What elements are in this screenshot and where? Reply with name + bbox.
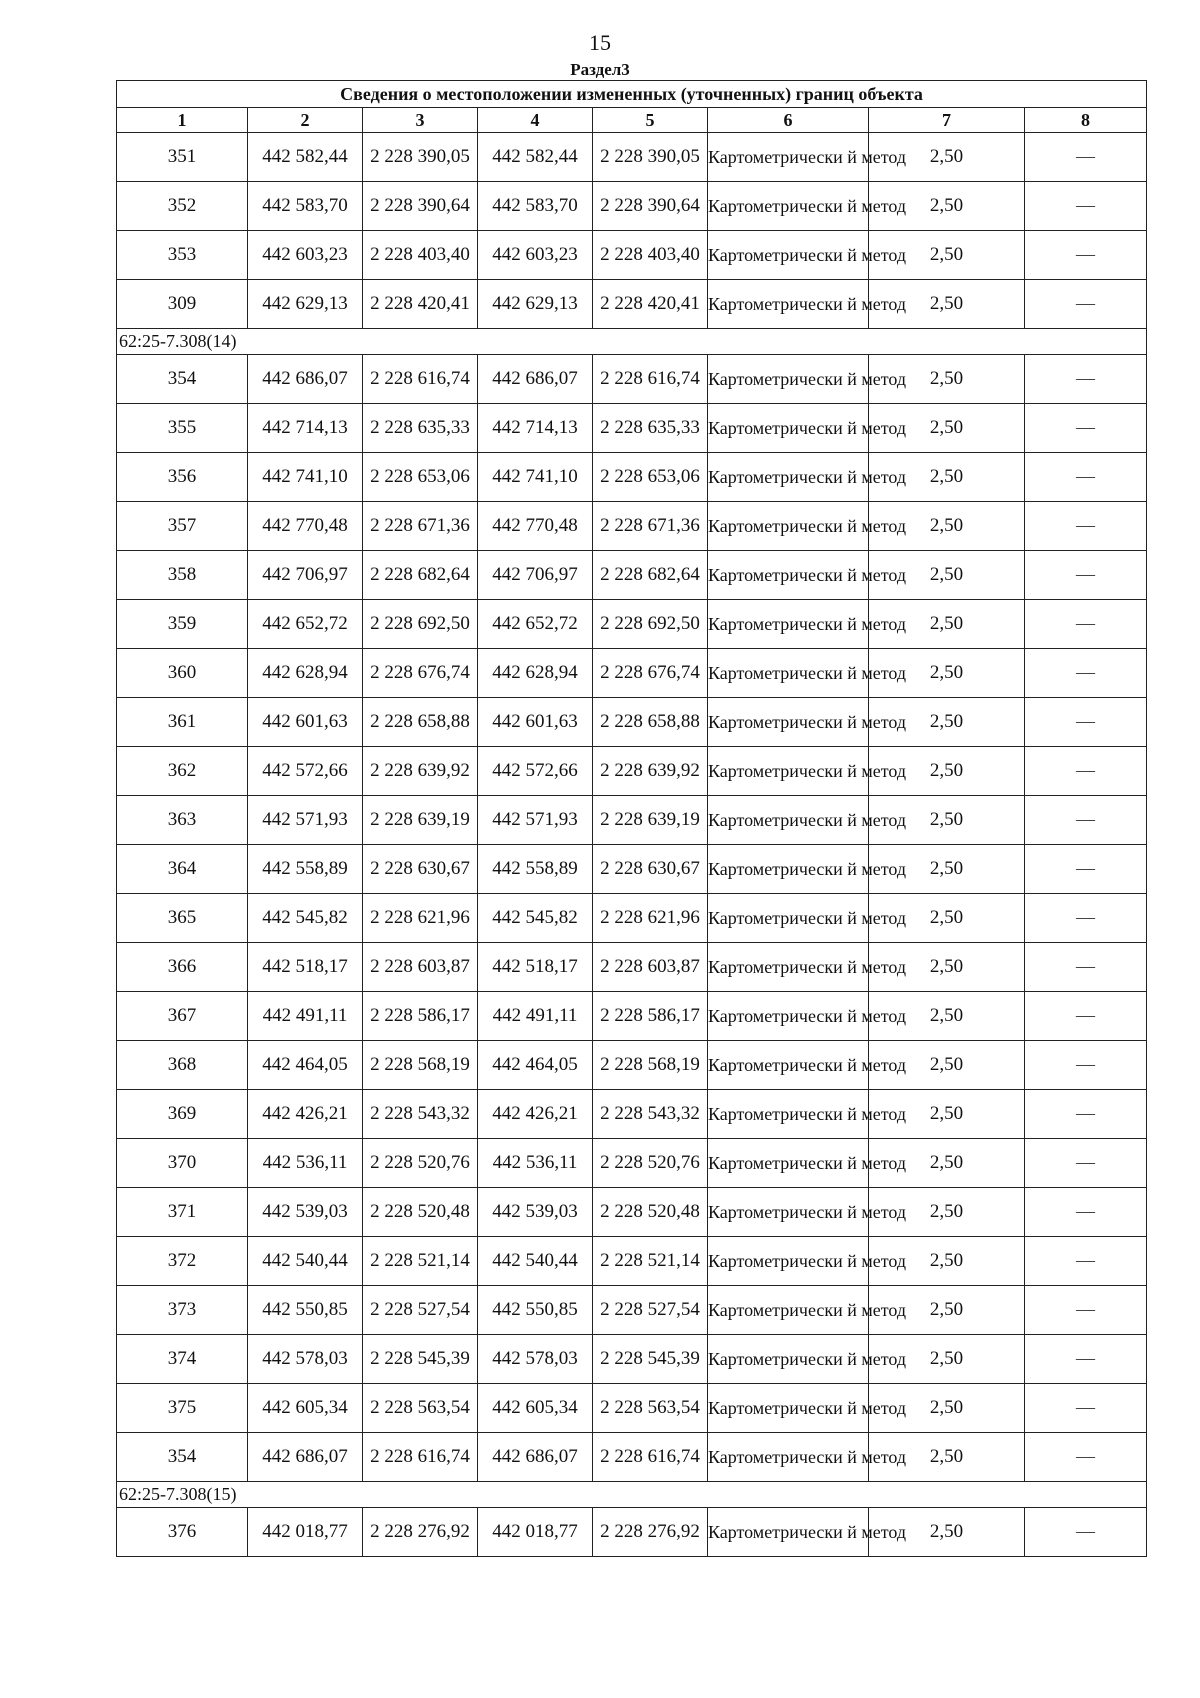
cell-y-new: 2 228 545,39	[593, 1335, 708, 1384]
cell-description: —	[1025, 1041, 1147, 1090]
table-row	[117, 502, 1147, 551]
cell-method: Картометрически й метод	[708, 355, 869, 404]
table-row	[117, 992, 1147, 1041]
cell-x-new: 442 706,97	[478, 551, 593, 600]
cell-y-existing: 2 228 545,39	[363, 1335, 478, 1384]
cell-method: Картометрически й метод	[708, 1286, 869, 1335]
column-header: 1	[117, 108, 248, 133]
cell-point-number: 364	[117, 845, 248, 894]
cell-y-existing: 2 228 653,06	[363, 453, 478, 502]
cell-description: —	[1025, 698, 1147, 747]
contour-group-label: 62:25-7.308(15)	[117, 1482, 1147, 1508]
cell-x-existing: 442 536,11	[248, 1139, 363, 1188]
cell-x-existing: 442 686,07	[248, 1433, 363, 1482]
cell-method: Картометрически й метод	[708, 600, 869, 649]
cell-point-number: 361	[117, 698, 248, 747]
cell-y-existing: 2 228 630,67	[363, 845, 478, 894]
cell-y-existing: 2 228 639,19	[363, 796, 478, 845]
cell-accuracy: 2,50	[869, 747, 1025, 796]
cell-y-existing: 2 228 568,19	[363, 1041, 478, 1090]
cell-point-number: 355	[117, 404, 248, 453]
cell-y-new: 2 228 276,92	[593, 1508, 708, 1557]
cell-x-new: 442 558,89	[478, 845, 593, 894]
cell-point-number: 365	[117, 894, 248, 943]
cell-y-new: 2 228 527,54	[593, 1286, 708, 1335]
cell-method: Картометрически й метод	[708, 1188, 869, 1237]
contour-group-row	[117, 329, 1147, 355]
cell-description: —	[1025, 1335, 1147, 1384]
cell-x-existing: 442 714,13	[248, 404, 363, 453]
cell-description: —	[1025, 1286, 1147, 1335]
cell-method: Картометрически й метод	[708, 845, 869, 894]
cell-y-new: 2 228 390,64	[593, 182, 708, 231]
table-row	[117, 355, 1147, 404]
table-row	[117, 747, 1147, 796]
cell-y-new: 2 228 543,32	[593, 1090, 708, 1139]
cell-accuracy: 2,50	[869, 231, 1025, 280]
table-row	[117, 182, 1147, 231]
cell-accuracy: 2,50	[869, 1286, 1025, 1335]
cell-point-number: 362	[117, 747, 248, 796]
cell-accuracy: 2,50	[869, 182, 1025, 231]
table-row	[117, 894, 1147, 943]
cell-y-existing: 2 228 520,48	[363, 1188, 478, 1237]
cell-description: —	[1025, 845, 1147, 894]
cell-description: —	[1025, 355, 1147, 404]
cell-x-existing: 442 545,82	[248, 894, 363, 943]
table-row	[117, 1139, 1147, 1188]
cell-method: Картометрически й метод	[708, 1508, 869, 1557]
table-row	[117, 600, 1147, 649]
cell-x-new: 442 578,03	[478, 1335, 593, 1384]
cell-y-new: 2 228 520,48	[593, 1188, 708, 1237]
cell-x-existing: 442 571,93	[248, 796, 363, 845]
cell-accuracy: 2,50	[869, 943, 1025, 992]
cell-y-existing: 2 228 520,76	[363, 1139, 478, 1188]
cell-y-new: 2 228 568,19	[593, 1041, 708, 1090]
cell-x-new: 442 603,23	[478, 231, 593, 280]
table-row	[117, 1433, 1147, 1482]
cell-point-number: 309	[117, 280, 248, 329]
cell-description: —	[1025, 747, 1147, 796]
cell-description: —	[1025, 1139, 1147, 1188]
cell-y-existing: 2 228 676,74	[363, 649, 478, 698]
cell-x-existing: 442 629,13	[248, 280, 363, 329]
table-row	[117, 1286, 1147, 1335]
cell-method: Картометрически й метод	[708, 1237, 869, 1286]
cell-x-new: 442 426,21	[478, 1090, 593, 1139]
cell-x-new: 442 550,85	[478, 1286, 593, 1335]
cell-accuracy: 2,50	[869, 600, 1025, 649]
table-row	[117, 404, 1147, 453]
cell-x-existing: 442 628,94	[248, 649, 363, 698]
cell-description: —	[1025, 133, 1147, 182]
cell-y-existing: 2 228 563,54	[363, 1384, 478, 1433]
cell-method: Картометрически й метод	[708, 453, 869, 502]
cell-method: Картометрически й метод	[708, 404, 869, 453]
cell-description: —	[1025, 1090, 1147, 1139]
table-row	[117, 133, 1147, 182]
cell-x-existing: 442 741,10	[248, 453, 363, 502]
cell-description: —	[1025, 1237, 1147, 1286]
cell-method: Картометрически й метод	[708, 698, 869, 747]
cell-accuracy: 2,50	[869, 551, 1025, 600]
cell-method: Картометрически й метод	[708, 796, 869, 845]
cell-x-existing: 442 464,05	[248, 1041, 363, 1090]
table-row	[117, 231, 1147, 280]
cell-accuracy: 2,50	[869, 502, 1025, 551]
cell-y-new: 2 228 420,41	[593, 280, 708, 329]
table-row	[117, 551, 1147, 600]
cell-y-existing: 2 228 692,50	[363, 600, 478, 649]
cell-x-existing: 442 572,66	[248, 747, 363, 796]
cell-y-new: 2 228 586,17	[593, 992, 708, 1041]
cell-x-new: 442 601,63	[478, 698, 593, 747]
column-header: 5	[593, 108, 708, 133]
cell-x-existing: 442 018,77	[248, 1508, 363, 1557]
cell-description: —	[1025, 404, 1147, 453]
cell-x-new: 442 582,44	[478, 133, 593, 182]
cell-method: Картометрически й метод	[708, 747, 869, 796]
cell-point-number: 368	[117, 1041, 248, 1090]
cell-x-new: 442 583,70	[478, 182, 593, 231]
table-row	[117, 649, 1147, 698]
cell-point-number: 359	[117, 600, 248, 649]
cell-description: —	[1025, 1433, 1147, 1482]
cell-point-number: 367	[117, 992, 248, 1041]
cell-x-new: 442 518,17	[478, 943, 593, 992]
cell-y-new: 2 228 621,96	[593, 894, 708, 943]
cell-x-existing: 442 558,89	[248, 845, 363, 894]
cell-y-existing: 2 228 639,92	[363, 747, 478, 796]
cell-point-number: 363	[117, 796, 248, 845]
cell-y-existing: 2 228 671,36	[363, 502, 478, 551]
table-row	[117, 698, 1147, 747]
cell-y-new: 2 228 653,06	[593, 453, 708, 502]
cell-x-new: 442 540,44	[478, 1237, 593, 1286]
cell-x-existing: 442 539,03	[248, 1188, 363, 1237]
cell-y-existing: 2 228 682,64	[363, 551, 478, 600]
column-header: 6	[708, 108, 869, 133]
cell-point-number: 360	[117, 649, 248, 698]
cell-point-number: 373	[117, 1286, 248, 1335]
cell-x-new: 442 536,11	[478, 1139, 593, 1188]
cell-y-existing: 2 228 603,87	[363, 943, 478, 992]
cell-x-existing: 442 706,97	[248, 551, 363, 600]
cell-y-existing: 2 228 658,88	[363, 698, 478, 747]
cell-point-number: 356	[117, 453, 248, 502]
cell-method: Картометрически й метод	[708, 1384, 869, 1433]
cell-accuracy: 2,50	[869, 404, 1025, 453]
cell-accuracy: 2,50	[869, 1335, 1025, 1384]
cell-description: —	[1025, 502, 1147, 551]
cell-description: —	[1025, 992, 1147, 1041]
cell-y-new: 2 228 521,14	[593, 1237, 708, 1286]
cell-y-new: 2 228 639,92	[593, 747, 708, 796]
cell-point-number: 358	[117, 551, 248, 600]
cell-x-existing: 442 426,21	[248, 1090, 363, 1139]
cell-point-number: 370	[117, 1139, 248, 1188]
cell-x-new: 442 652,72	[478, 600, 593, 649]
cell-y-existing: 2 228 527,54	[363, 1286, 478, 1335]
cell-y-new: 2 228 616,74	[593, 355, 708, 404]
cell-description: —	[1025, 600, 1147, 649]
table-row	[117, 1335, 1147, 1384]
cell-accuracy: 2,50	[869, 1384, 1025, 1433]
cell-point-number: 372	[117, 1237, 248, 1286]
table-row	[117, 943, 1147, 992]
cell-accuracy: 2,50	[869, 1090, 1025, 1139]
cell-x-existing: 442 605,34	[248, 1384, 363, 1433]
cell-y-new: 2 228 682,64	[593, 551, 708, 600]
cell-description: —	[1025, 453, 1147, 502]
cell-accuracy: 2,50	[869, 453, 1025, 502]
cell-accuracy: 2,50	[869, 1433, 1025, 1482]
table-body	[117, 81, 1147, 1557]
table-row	[117, 1188, 1147, 1237]
cell-y-existing: 2 228 616,74	[363, 1433, 478, 1482]
cell-y-existing: 2 228 543,32	[363, 1090, 478, 1139]
cell-y-new: 2 228 639,19	[593, 796, 708, 845]
cell-y-new: 2 228 520,76	[593, 1139, 708, 1188]
cell-x-existing: 442 603,23	[248, 231, 363, 280]
cell-x-new: 442 545,82	[478, 894, 593, 943]
column-header: 4	[478, 108, 593, 133]
cell-description: —	[1025, 231, 1147, 280]
cell-accuracy: 2,50	[869, 1041, 1025, 1090]
cell-accuracy: 2,50	[869, 845, 1025, 894]
cell-x-existing: 442 578,03	[248, 1335, 363, 1384]
cell-method: Картометрически й метод	[708, 182, 869, 231]
cell-x-new: 442 571,93	[478, 796, 593, 845]
table-row	[117, 1041, 1147, 1090]
cell-y-existing: 2 228 635,33	[363, 404, 478, 453]
table-row	[117, 796, 1147, 845]
cell-description: —	[1025, 551, 1147, 600]
cell-x-existing: 442 770,48	[248, 502, 363, 551]
cell-method: Картометрически й метод	[708, 1041, 869, 1090]
cell-point-number: 351	[117, 133, 248, 182]
cell-x-existing: 442 582,44	[248, 133, 363, 182]
cell-y-new: 2 228 563,54	[593, 1384, 708, 1433]
cell-description: —	[1025, 1384, 1147, 1433]
cell-point-number: 369	[117, 1090, 248, 1139]
cell-description: —	[1025, 943, 1147, 992]
cell-y-new: 2 228 671,36	[593, 502, 708, 551]
cell-method: Картометрически й метод	[708, 1335, 869, 1384]
page-number: 15	[589, 30, 611, 55]
cell-x-existing: 442 540,44	[248, 1237, 363, 1286]
column-header: 7	[869, 108, 1025, 133]
column-header: 8	[1025, 108, 1147, 133]
cell-description: —	[1025, 182, 1147, 231]
cell-accuracy: 2,50	[869, 698, 1025, 747]
cell-y-existing: 2 228 276,92	[363, 1508, 478, 1557]
cell-y-existing: 2 228 521,14	[363, 1237, 478, 1286]
table-title: Сведения о местоположении измененных (уточненных) границ объекта	[117, 81, 1147, 108]
cell-x-existing: 442 686,07	[248, 355, 363, 404]
column-header-row	[117, 108, 1147, 133]
cell-y-new: 2 228 390,05	[593, 133, 708, 182]
cell-y-existing: 2 228 390,64	[363, 182, 478, 231]
cell-y-new: 2 228 616,74	[593, 1433, 708, 1482]
cell-point-number: 371	[117, 1188, 248, 1237]
cell-x-new: 442 629,13	[478, 280, 593, 329]
cell-point-number: 374	[117, 1335, 248, 1384]
cell-y-existing: 2 228 586,17	[363, 992, 478, 1041]
cell-method: Картометрически й метод	[708, 231, 869, 280]
cell-point-number: 376	[117, 1508, 248, 1557]
column-header: 2	[248, 108, 363, 133]
cell-method: Картометрически й метод	[708, 551, 869, 600]
cell-x-new: 442 741,10	[478, 453, 593, 502]
cell-x-existing: 442 518,17	[248, 943, 363, 992]
contour-group-row	[117, 1482, 1147, 1508]
cell-description: —	[1025, 1508, 1147, 1557]
cell-method: Картометрически й метод	[708, 502, 869, 551]
cell-method: Картометрически й метод	[708, 992, 869, 1041]
cell-y-new: 2 228 403,40	[593, 231, 708, 280]
cell-accuracy: 2,50	[869, 649, 1025, 698]
cell-accuracy: 2,50	[869, 280, 1025, 329]
cell-y-existing: 2 228 616,74	[363, 355, 478, 404]
cell-x-existing: 442 550,85	[248, 1286, 363, 1335]
cell-point-number: 354	[117, 1433, 248, 1482]
table-row	[117, 1384, 1147, 1433]
cell-accuracy: 2,50	[869, 355, 1025, 404]
cell-y-existing: 2 228 420,41	[363, 280, 478, 329]
cell-x-new: 442 686,07	[478, 1433, 593, 1482]
table-row	[117, 280, 1147, 329]
cell-x-new: 442 018,77	[478, 1508, 593, 1557]
cell-x-new: 442 491,11	[478, 992, 593, 1041]
cell-accuracy: 2,50	[869, 1237, 1025, 1286]
cell-method: Картометрически й метод	[708, 1139, 869, 1188]
cell-x-existing: 442 491,11	[248, 992, 363, 1041]
cell-y-new: 2 228 635,33	[593, 404, 708, 453]
cell-accuracy: 2,50	[869, 796, 1025, 845]
table-row	[117, 1508, 1147, 1557]
cell-x-new: 442 686,07	[478, 355, 593, 404]
cell-accuracy: 2,50	[869, 992, 1025, 1041]
cell-point-number: 354	[117, 355, 248, 404]
cell-x-existing: 442 652,72	[248, 600, 363, 649]
table-row	[117, 845, 1147, 894]
cell-y-existing: 2 228 390,05	[363, 133, 478, 182]
cell-method: Картометрически й метод	[708, 894, 869, 943]
cell-x-new: 442 605,34	[478, 1384, 593, 1433]
cell-x-existing: 442 583,70	[248, 182, 363, 231]
cell-accuracy: 2,50	[869, 1188, 1025, 1237]
cell-y-existing: 2 228 621,96	[363, 894, 478, 943]
cell-description: —	[1025, 649, 1147, 698]
column-header: 3	[363, 108, 478, 133]
cell-accuracy: 2,50	[869, 894, 1025, 943]
cell-method: Картометрически й метод	[708, 943, 869, 992]
boundary-coordinates-table	[116, 80, 1147, 1557]
cell-point-number: 352	[117, 182, 248, 231]
cell-description: —	[1025, 1188, 1147, 1237]
table-row	[117, 1237, 1147, 1286]
cell-y-existing: 2 228 403,40	[363, 231, 478, 280]
contour-group-label: 62:25-7.308(14)	[117, 329, 1147, 355]
cell-x-new: 442 539,03	[478, 1188, 593, 1237]
cell-method: Картометрически й метод	[708, 280, 869, 329]
cell-point-number: 375	[117, 1384, 248, 1433]
cell-description: —	[1025, 280, 1147, 329]
table-row	[117, 1090, 1147, 1139]
cell-accuracy: 2,50	[869, 1139, 1025, 1188]
cell-x-new: 442 714,13	[478, 404, 593, 453]
section-label: Раздел3	[570, 60, 630, 79]
cell-point-number: 357	[117, 502, 248, 551]
cell-x-new: 442 464,05	[478, 1041, 593, 1090]
cell-accuracy: 2,50	[869, 1508, 1025, 1557]
cell-point-number: 366	[117, 943, 248, 992]
cell-y-new: 2 228 692,50	[593, 600, 708, 649]
cell-method: Картометрически й метод	[708, 1090, 869, 1139]
table-title-row	[117, 81, 1147, 108]
cell-description: —	[1025, 796, 1147, 845]
cell-accuracy: 2,50	[869, 133, 1025, 182]
cell-method: Картометрически й метод	[708, 1433, 869, 1482]
cell-y-new: 2 228 676,74	[593, 649, 708, 698]
cell-method: Картометрически й метод	[708, 649, 869, 698]
cell-x-existing: 442 601,63	[248, 698, 363, 747]
cell-x-new: 442 572,66	[478, 747, 593, 796]
cell-point-number: 353	[117, 231, 248, 280]
cell-y-new: 2 228 630,67	[593, 845, 708, 894]
table-row	[117, 453, 1147, 502]
cell-y-new: 2 228 603,87	[593, 943, 708, 992]
cell-method: Картометрически й метод	[708, 133, 869, 182]
cell-x-new: 442 628,94	[478, 649, 593, 698]
cell-description: —	[1025, 894, 1147, 943]
cell-y-new: 2 228 658,88	[593, 698, 708, 747]
cell-x-new: 442 770,48	[478, 502, 593, 551]
